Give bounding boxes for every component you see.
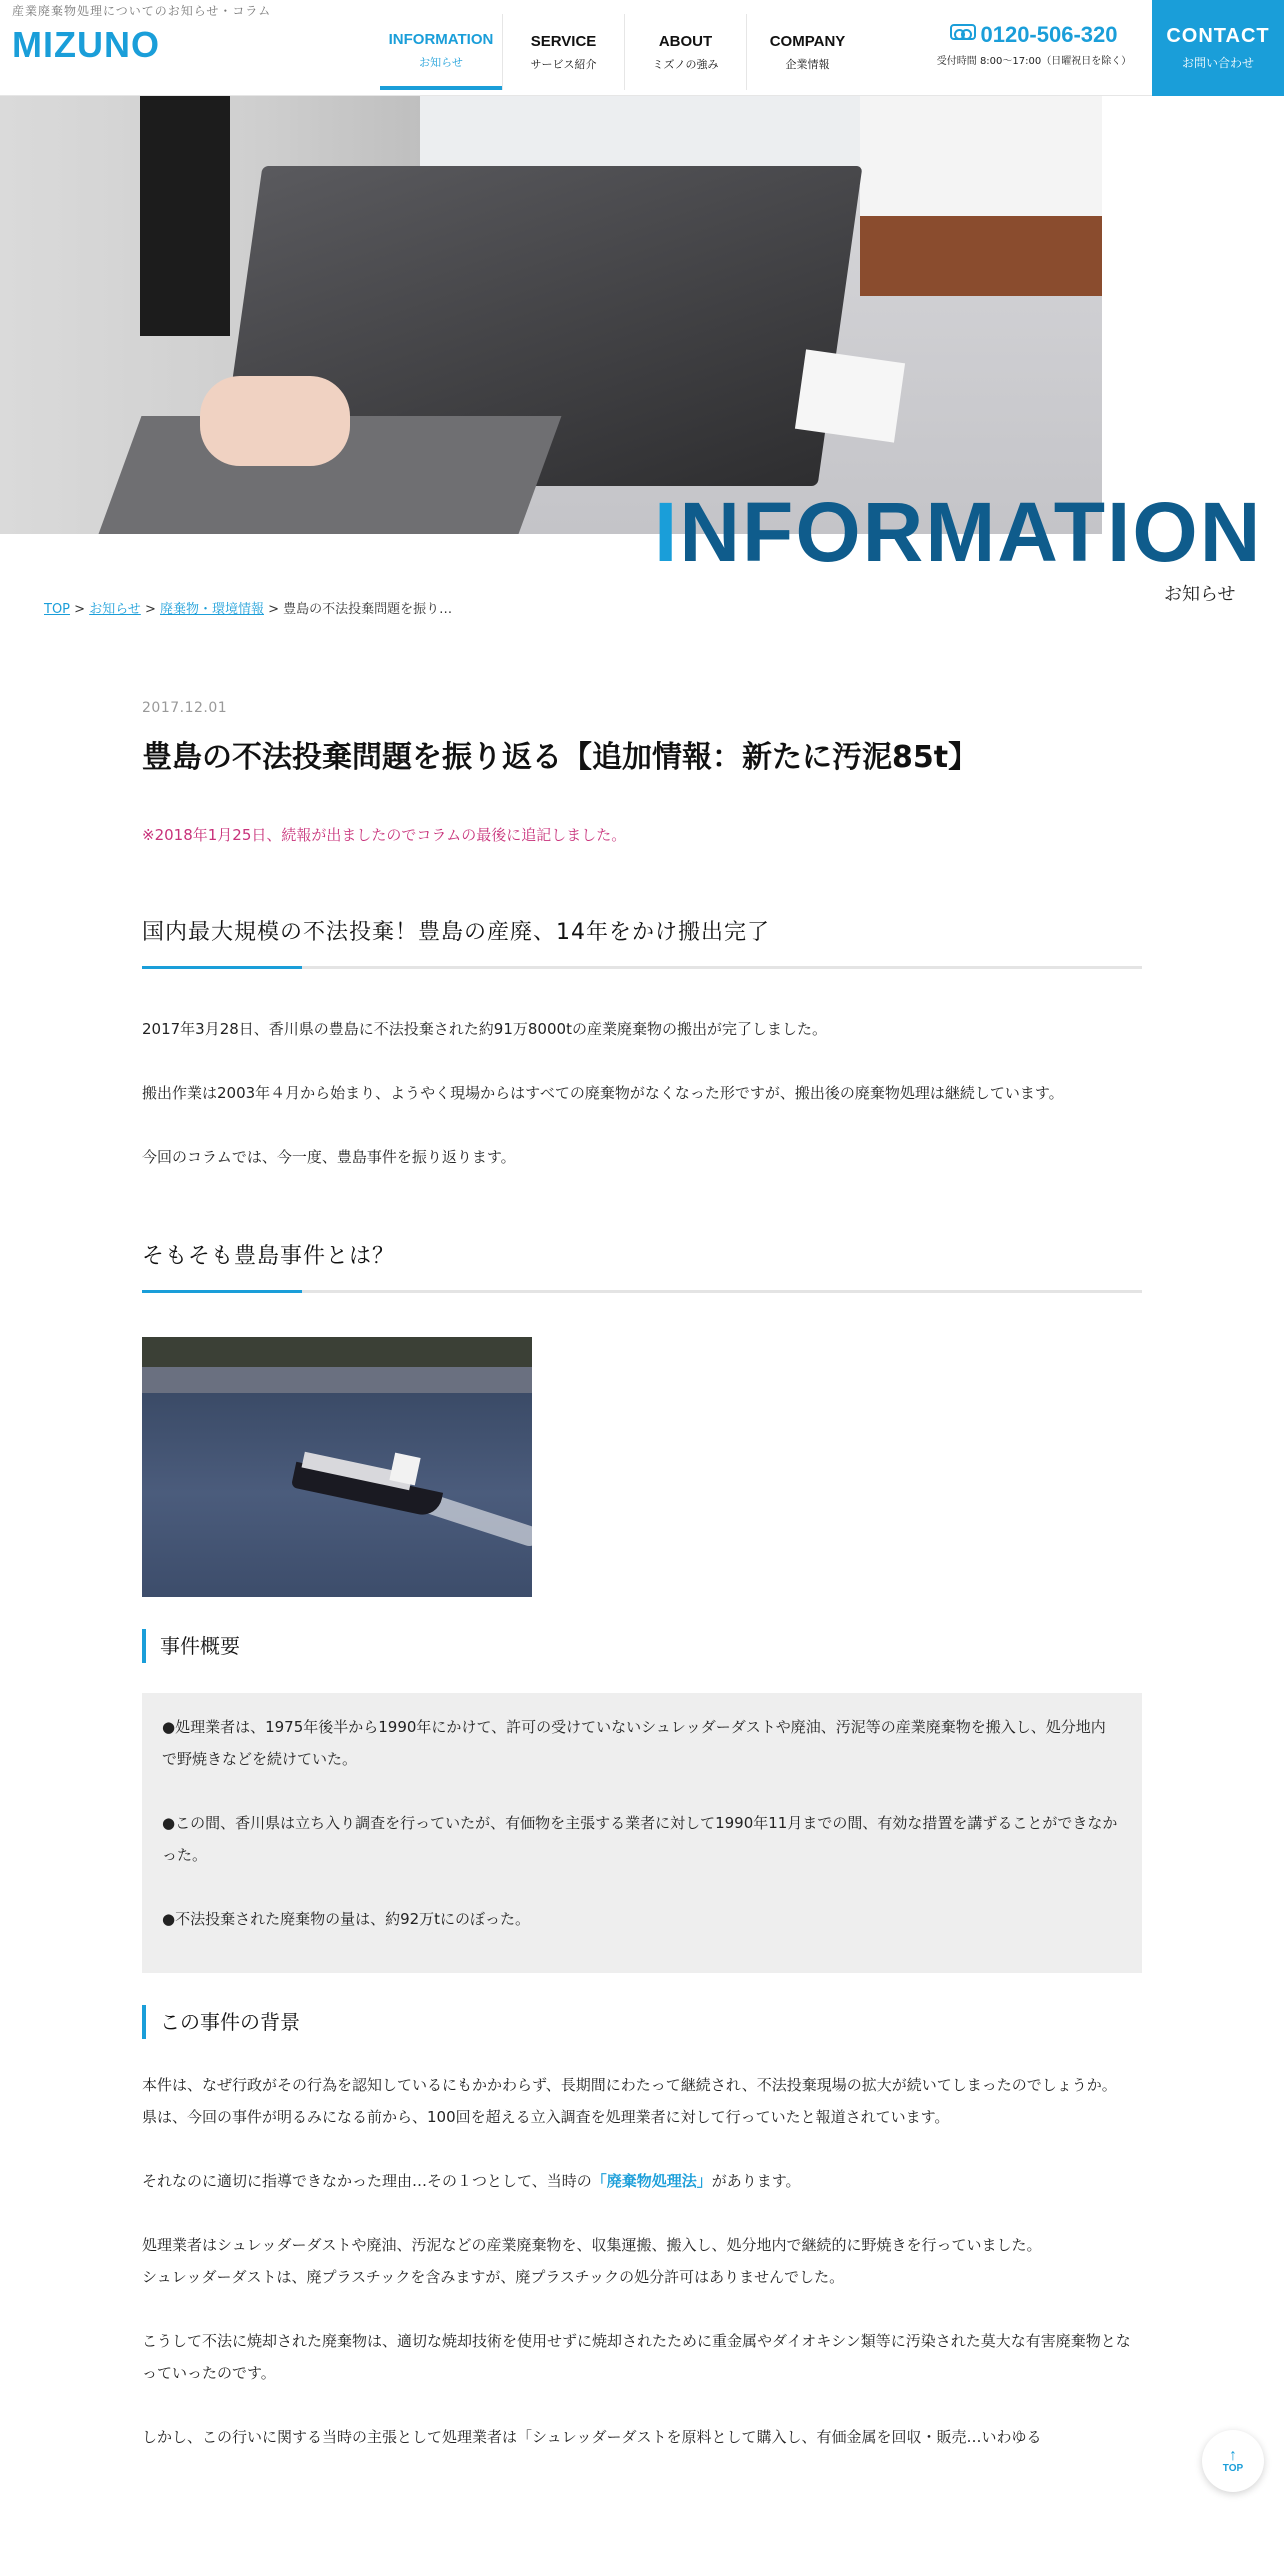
nav-label-ja: ミズノの強み — [652, 57, 719, 71]
paragraph: 今回のコラムでは、今一度、豊島事件を振り返ります。 — [142, 1148, 516, 1166]
global-nav — [380, 14, 868, 96]
text-span: があります。 — [711, 2172, 801, 2190]
nav-label-en: COMPANY — [769, 32, 846, 50]
nav-label-en: SERVICE — [530, 32, 597, 50]
hero-paper — [795, 349, 905, 442]
paragraph — [142, 2165, 1142, 2197]
nav-label-en: INFORMATION — [388, 30, 494, 48]
summary-box — [142, 1693, 1142, 1973]
breadcrumb-top[interactable]: TOP — [44, 602, 71, 617]
breadcrumb — [44, 598, 452, 617]
section-heading: そもそも豊島事件とは？ — [142, 1239, 1142, 1293]
summary-item: ●この間、香川県は立ち入り調査を行っていたが、有価物を主張する業者に対して1990年11月までの間、有効な措置を講ずることができなかった。 — [162, 1814, 1118, 1864]
back-to-top-button[interactable] — [1202, 2430, 1264, 2492]
site-logo[interactable] — [12, 24, 160, 66]
summary-item: ●不法投棄された廃棄物の量は、約92万tにのぼった。 — [162, 1910, 531, 1928]
paragraph: 処理業者はシュレッダーダストや廃油、汚泥などの産業廃棄物を、収集運搬、搬入し、処分地内で継続的に野焼きを行っていました。 — [142, 2236, 1042, 2254]
article-title: 豊島の不法投棄問題を振り返る【追加情報：新たに汚泥85t】 — [142, 740, 979, 775]
paragraph: 県は、今回の事件が明るみになる前から、100回を超える立入調査を処理業者に対して行っていたと報道されています。 — [142, 2108, 950, 2126]
photo-shore — [142, 1367, 532, 1393]
subsection-heading: この事件の背景 — [142, 2005, 1142, 2039]
contact-label-ja: お問い合わせ — [1181, 56, 1254, 70]
breadcrumb-sep: > — [144, 602, 160, 617]
hero-desk-edge — [860, 216, 1102, 296]
nav-label-ja: 企業情報 — [785, 57, 830, 71]
top-label: TOP — [1222, 2462, 1244, 2474]
paragraph: こうして不法に焼却された廃棄物は、適切な焼却技術を使用せずに焼却されたために重金属やダイオキシン類等に汚染された莫大な有害廃棄物となっていったのです。 — [142, 2332, 1131, 2382]
site-tagline: 産業廃棄物処理についてのお知らせ・コラム — [12, 4, 272, 18]
update-note: ※2018年1月25日、続報が出ましたのでコラムの最後に追記しました。 — [142, 826, 627, 844]
arrow-up-icon: ↑ — [1229, 2446, 1237, 2464]
waste-law-link[interactable]: 「廃棄物処理法」 — [591, 2172, 712, 2190]
nav-service[interactable] — [502, 14, 624, 90]
photo-ship-bridge — [389, 1453, 420, 1486]
breadcrumb-sep: > — [268, 602, 284, 617]
hero-subtitle: お知らせ — [1164, 584, 1236, 605]
article-date: 2017.12.01 — [142, 700, 228, 716]
ship-photo — [142, 1337, 532, 1597]
paragraph: 搬出作業は2003年４月から始まり、ようやく現場からはすべての廃棄物がなくなった形ですが、搬出後の廃棄物処理は継続しています。 — [142, 1084, 1064, 1102]
nav-about[interactable] — [624, 14, 746, 90]
hero-title-rest: NFORMATION — [679, 485, 1263, 579]
contact-label-en: CONTACT — [1166, 25, 1270, 47]
breadcrumb-category[interactable]: 廃棄物・環境情報 — [159, 602, 264, 617]
paragraph: 本件は、なぜ行政がその行為を認知しているにもかかわらず、長期間にわたって継続され、不法投棄現場の拡大が続いてしまったのでしょうか。 — [142, 2076, 1117, 2094]
contact-button[interactable] — [1152, 0, 1284, 96]
hero-title — [654, 482, 1262, 582]
breadcrumb-current: 豊島の不法投棄問題を振り… — [283, 602, 453, 617]
breadcrumb-sep: > — [74, 602, 90, 617]
phone-number-link[interactable] — [924, 22, 1144, 48]
hero-title-first: I — [654, 485, 680, 579]
nav-label-en: ABOUT — [658, 32, 713, 50]
paragraph: シュレッダーダストは、廃プラスチックを含みますが、廃プラスチックの処分許可はありませんでした。 — [142, 2268, 845, 2286]
summary-item: ●処理業者は、1975年後半から1990年にかけて、許可の受けていないシュレッダーダストや廃油、汚泥等の産業廃棄物を搬入し、処分地内で野焼きなどを続けていた。 — [162, 1718, 1106, 1768]
article — [142, 700, 1142, 2453]
paragraph: 2017年3月28日、香川県の豊島に不法投棄された約91万8000tの産業廃棄物の搬出が完了しました。 — [142, 1020, 827, 1038]
business-hours: 受付時間 8:00～17:00（日曜祝日を除く） — [936, 56, 1132, 67]
hero-shirt — [140, 96, 230, 336]
paragraph: しかし、この行いに関する当時の主張として処理業者は「シュレッダーダストを原料として購入し、有価金属を回収・販売…いわゆる — [142, 2428, 1042, 2446]
section-heading: 国内最大規模の不法投棄！豊島の産廃、14年をかけ搬出完了 — [142, 915, 1142, 969]
text-span: それなのに適切に指導できなかった理由…その１つとして、当時の — [142, 2172, 592, 2190]
logo-text: MIZUNO — [12, 24, 160, 65]
hero-image — [0, 96, 1102, 534]
subsection-heading: 事件概要 — [142, 1629, 1142, 1663]
nav-label-ja: お知らせ — [419, 55, 463, 69]
nav-label-ja: サービス紹介 — [530, 57, 597, 71]
phone-number: 0120-506-320 — [980, 22, 1118, 47]
freedial-icon — [950, 24, 976, 40]
hero-hand — [200, 376, 350, 466]
phone-box — [924, 22, 1144, 67]
nav-company[interactable] — [746, 14, 868, 90]
site-header — [0, 0, 1284, 96]
breadcrumb-info[interactable]: お知らせ — [89, 602, 141, 617]
nav-information[interactable] — [380, 14, 502, 90]
